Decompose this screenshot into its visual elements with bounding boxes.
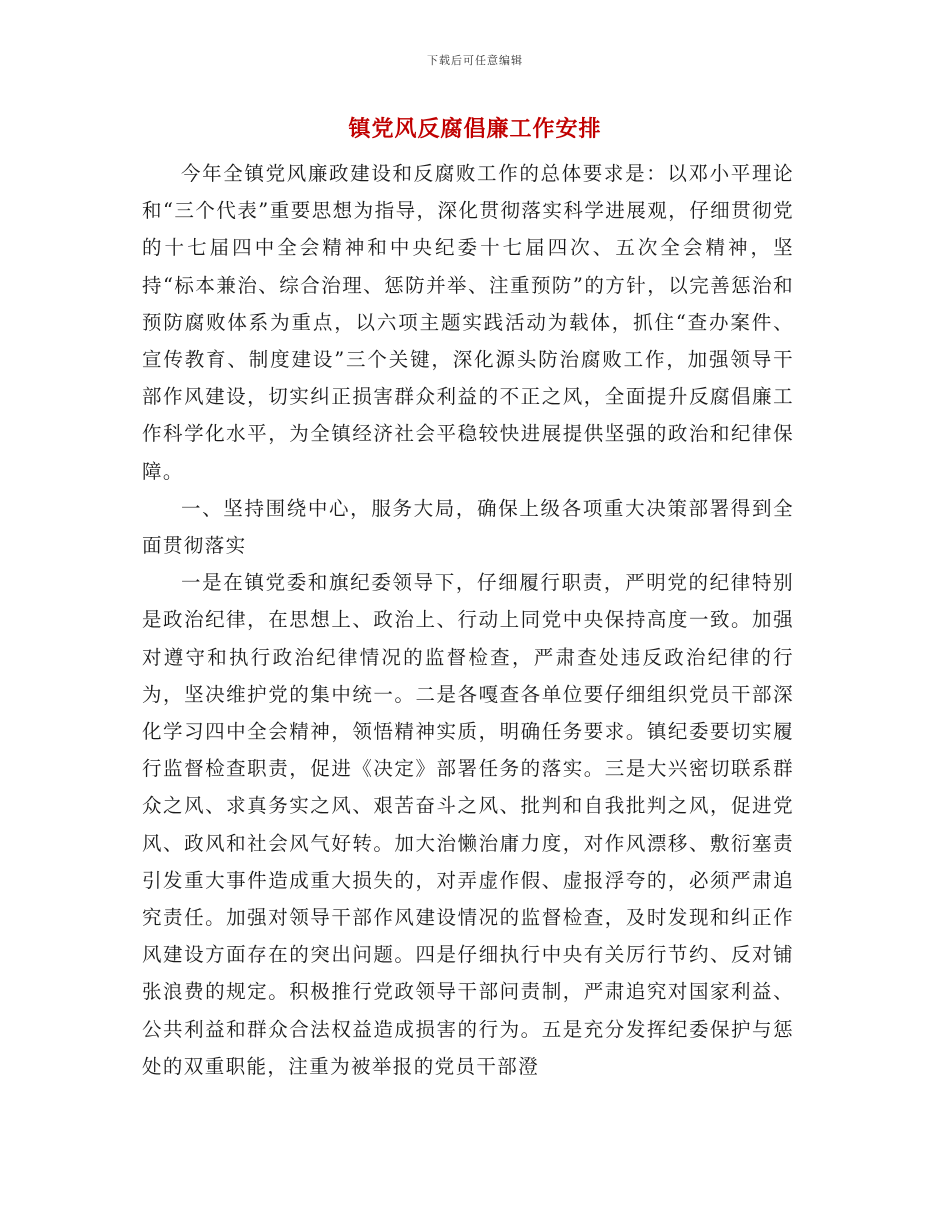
document-body bbox=[142, 155, 794, 1085]
page-header-note: 下载后可任意编辑 bbox=[427, 54, 523, 67]
section-heading-1: 一、坚持围绕中心，服务大局，确保上级各项重大决策部署得到全面贯彻落实 bbox=[142, 496, 794, 558]
paragraph-section-1: 一是在镇党委和旗纪委领导下，仔细履行职责，严明党的纪律特别是政治纪律，在思想上、政治上、行动上同党中央保持高度一致。加强对遵守和执行政治纪律情况的监督检查，严肃查处违反政治纪律的行为，坚决维护党的集中统一。二是各嘎查各单位要仔细组织党员干部深化学习四中全会精神，领悟精神实质，明确任务要求。镇纪委要切实履行监督检查职责，促进《决定》部署任务的落实。三是大兴密切联系群众之风、求真务实之风、艰苦奋斗之风、批判和自我批判之风，促进党风、政风和社会风气好转。加大治懒治庸力度，对作风漂移、敷衍塞责引发重大事件造成重大损失的，对弄虚作假、虚报浮夸的，必须严肃追究责任。加强对领导干部作风建设情况的监督检查，及时发现和纠正作风建设方面存在的突出问题。四是仔细执行中央有关厉行节约、反对铺张浪费的规定。积极推行党政领导干部问责制，严肃追究对国家利益、公共利益和群众合法权益造成损害的行为。五是充分发挥纪委保护与惩处的双重职能，注重为被举报的党员干部澄 bbox=[142, 571, 794, 1078]
document-title: 镇党风反腐倡廉工作安排 bbox=[348, 116, 602, 142]
paragraph-overview: 今年全镇党风廉政建设和反腐败工作的总体要求是：以邓小平理论和“三个代表”重要思想为指导，深化贯彻落实科学进展观，仔细贯彻党的十七届四中全会精神和中央纪委十七届四次、五次全会精神，坚持“标本兼治、综合治理、惩防并举、注重预防”的方针，以完善惩治和预防腐败体系为重点，以六项主题实践活动为载体，抓住“查办案件、宣传教育、制度建设”三个关键，深化源头防治腐败工作，加强领导干部作风建设，切实纠正损害群众利益的不正之风，全面提升反腐倡廉工作科学化水平，为全镇经济社会平稳较快进展提供坚强的政治和纪律保障。 bbox=[142, 162, 794, 483]
